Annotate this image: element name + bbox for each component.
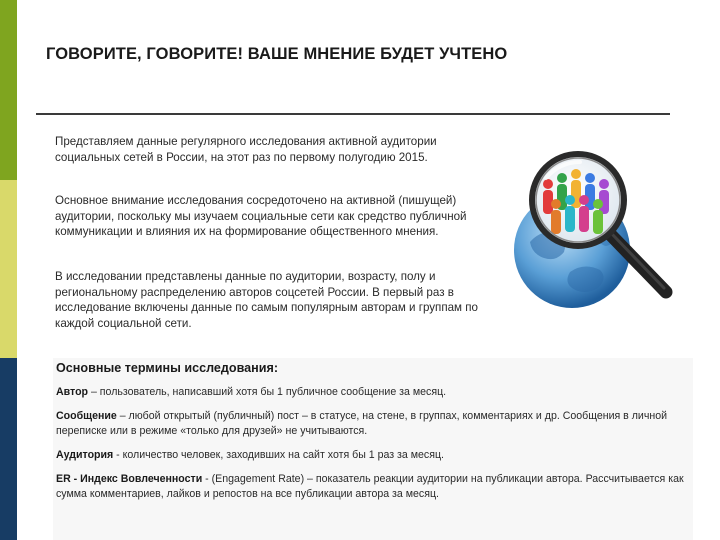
intro-paragraph-2: Основное внимание исследования сосредоточено на активной (пишущей) аудитории, поскольку мы изучаем социальные сети как средство публичной коммуникации и влияния их на формирование общественного мнения. bbox=[55, 194, 467, 239]
side-accent-yellow bbox=[0, 180, 17, 358]
term-definition: – пользователь, написавший хотя бы 1 публичное сообщение за месяц. bbox=[88, 386, 447, 398]
page-title: ГОВОРИТЕ, ГОВОРИТЕ! ВАШЕ МНЕНИЕ БУДЕТ УЧТЕНО bbox=[46, 45, 508, 63]
term-label: ER - Индекс Вовлеченности bbox=[56, 473, 203, 485]
magnifier-over-globe-with-people-icon bbox=[500, 132, 710, 322]
term-definition: - (Engagement Rate) – показатель реакции аудитории на публикации автора. Рассчитывается как сумма комментариев, лайков и репостов на все публикации автора за месяц. bbox=[56, 473, 684, 501]
intro-paragraph-3: В исследовании представлены данные по аудитории, возрасту, полу и региональному распределению авторов соцсетей России. В первый раз в исследование включены данные по самым популярным авторам и группам по каждой социальной сети. bbox=[55, 270, 478, 330]
title-divider bbox=[36, 113, 670, 115]
terms-panel bbox=[53, 358, 693, 540]
term-label: Автор bbox=[56, 386, 89, 398]
term-definition: - количество человек, заходивших на сайт хотя бы 1 раз за месяц. bbox=[113, 449, 444, 461]
term-label: Сообщение bbox=[56, 410, 117, 422]
term-engagement-rate bbox=[56, 472, 696, 503]
term-audience bbox=[56, 448, 696, 463]
terms-heading: Основные термины исследования: bbox=[56, 361, 279, 375]
side-accent-green bbox=[0, 0, 17, 180]
term-label: Аудитория bbox=[56, 449, 114, 461]
intro-paragraph-1: Представляем данные регулярного исследования активной аудитории социальных сетей в России, на этот раз по первому полугодию 2015. bbox=[55, 135, 437, 164]
side-accent-navy bbox=[0, 358, 17, 540]
term-message bbox=[56, 409, 696, 440]
term-author bbox=[56, 385, 696, 400]
term-definition: – любой открытый (публичный) пост – в статусе, на стене, в группах, комментариях и др. Сообщения в личной переписке или в режиме «только для друзей» не учитываются. bbox=[56, 410, 668, 438]
